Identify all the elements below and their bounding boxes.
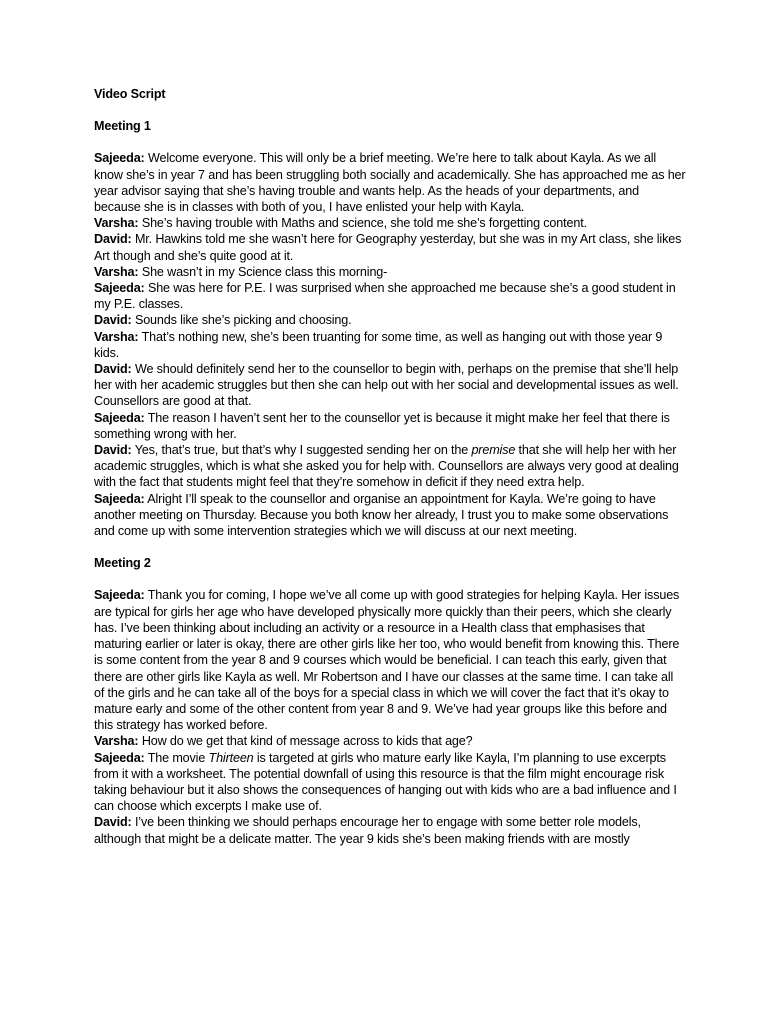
speaker-name: David: xyxy=(94,313,132,328)
dialogue-line xyxy=(94,491,686,540)
dialogue-line xyxy=(94,312,686,328)
speaker-name: Sajeeda: xyxy=(94,588,145,603)
document-page xyxy=(94,86,686,847)
speaker-name: David: xyxy=(94,443,132,458)
dialogue-text: Alright I’ll speak to the counsellor and organise an appointment for Kayla. We’re going to have another meeting on Thursday. Because you both know her already, I trust you to make some observations and come up with some intervention strategies which we will discuss at our next meeting. xyxy=(94,491,669,539)
dialogue-line xyxy=(94,280,686,312)
speaker-name: Varsha: xyxy=(94,329,139,344)
speaker-name: David: xyxy=(94,362,132,377)
speaker-name: Varsha: xyxy=(94,734,139,749)
meeting-heading: Meeting 2 xyxy=(94,556,151,571)
meeting-heading: Meeting 1 xyxy=(94,119,151,134)
speaker-name: Sajeeda: xyxy=(94,410,145,425)
dialogue-text: The movie xyxy=(144,750,209,765)
speaker-name: David: xyxy=(94,232,132,247)
emphasized-text: premise xyxy=(471,443,516,458)
dialogue-text: She was here for P.E. I was surprised when she approached me because she’s a good student in my P.E. classes. xyxy=(94,281,676,312)
speaker-name: Sajeeda: xyxy=(94,151,145,166)
dialogue-line xyxy=(94,410,686,442)
dialogue-text: Mr. Hawkins told me she wasn’t here for Geography yesterday, but she was in my Art class, she likes Art though and she’s quite good at it. xyxy=(94,232,682,263)
dialogue-text: Thank you for coming, I hope we’ve all come up with good strategies for helping Kayla. Her issues are typical for girls her age who have developed physically more quickly than their peers, which she clearly has. I’ve been thinking about including an activity or a resource in a Health class that emphasises that maturing earlier or later is okay, there are other girls like her too, who would benefit from knowing this. There is some content from the year 8 and 9 courses which would be beneficial. I can teach this early, given that there are other girls like Kayla as well. Mr Robertson and I have our classes at the same time. I can take all of the girls and he can take all of the boys for a special class in which we will cover the fact that it’s okay to mature early and some of the other content from year 8 and 9. We’ve had year groups like this before and this strategy has worked before. xyxy=(94,588,680,733)
dialogue-line xyxy=(94,733,686,749)
speaker-name: Varsha: xyxy=(94,216,139,231)
emphasized-text: Thirteen xyxy=(208,750,254,765)
dialogue-line xyxy=(94,814,686,846)
dialogue-text: I’ve been thinking we should perhaps encourage her to engage with some better role models, although that might be a delicate matter. The year 9 kids she’s been making friends with are mostly xyxy=(94,815,641,846)
dialogue-line xyxy=(94,442,686,491)
dialogue-line xyxy=(94,215,686,231)
meeting-section xyxy=(94,118,686,555)
dialogue-text: is targeted at girls who mature early like Kayla, I’m planning to use excerpts from it with a worksheet. The potential downfall of using this resource is that the film might encourage risk taking behaviour but it also shows the consequences of hanging out with kids who are a bad influence and I can choose which excerpts I make use of. xyxy=(94,750,677,814)
dialogue-text: She’s having trouble with Maths and science, she told me she’s forgetting content. xyxy=(138,216,587,231)
dialogue-text: that she will help her with her academic struggles, which is what she asked you for help with. Counsellors are always very good at dealing with the fact that students might feel that they’re somehow in deficit if they need extra help. xyxy=(94,443,679,490)
section-spacer xyxy=(94,539,686,555)
dialogue-text: We should definitely send her to the counsellor to begin with, perhaps on the premise that she’ll help her with her academic struggles but then she can help out with her social and developmental issues as well. Counsellors are good at that. xyxy=(94,362,679,409)
dialogue-line xyxy=(94,750,686,815)
dialogue-line xyxy=(94,231,686,263)
document-title: Video Script xyxy=(94,87,166,101)
dialogue-line xyxy=(94,361,686,410)
meetings-container xyxy=(94,118,686,847)
dialogue-text: Sounds like she’s picking and choosing. xyxy=(131,313,352,328)
dialogue-line xyxy=(94,264,686,280)
dialogue-line xyxy=(94,150,686,215)
speaker-name: David: xyxy=(94,815,132,830)
speaker-name: Varsha: xyxy=(94,264,139,279)
dialogue-line xyxy=(94,329,686,361)
dialogue-text: She wasn’t in my Science class this morning- xyxy=(138,264,388,279)
dialogue-line xyxy=(94,587,686,733)
speaker-name: Sajeeda: xyxy=(94,750,145,765)
dialogue-text: That’s nothing new, she’s been truanting for some time, as well as hanging out with those year 9 kids. xyxy=(94,329,663,360)
dialogue-text: The reason I haven’t sent her to the counsellor yet is because it might make her feel that there is something wrong with her. xyxy=(94,410,670,441)
dialogue-text: Welcome everyone. This will only be a brief meeting. We’re here to talk about Kayla. As we all know she’s in year 7 and has been struggling both socially and academically. She has approached me as her year advisor saying that she’s having trouble and wants help. As the heads of your departments, and because she is in classes with both of you, I have enlisted your help with Kayla. xyxy=(94,151,686,215)
meeting-section xyxy=(94,555,686,846)
dialogue-text: How do we get that kind of message across to kids that age? xyxy=(138,734,473,749)
dialogue-text: Yes, that’s true, but that’s why I suggested sending her on the xyxy=(131,443,472,458)
speaker-name: Sajeeda: xyxy=(94,491,145,506)
speaker-name: Sajeeda: xyxy=(94,281,145,296)
